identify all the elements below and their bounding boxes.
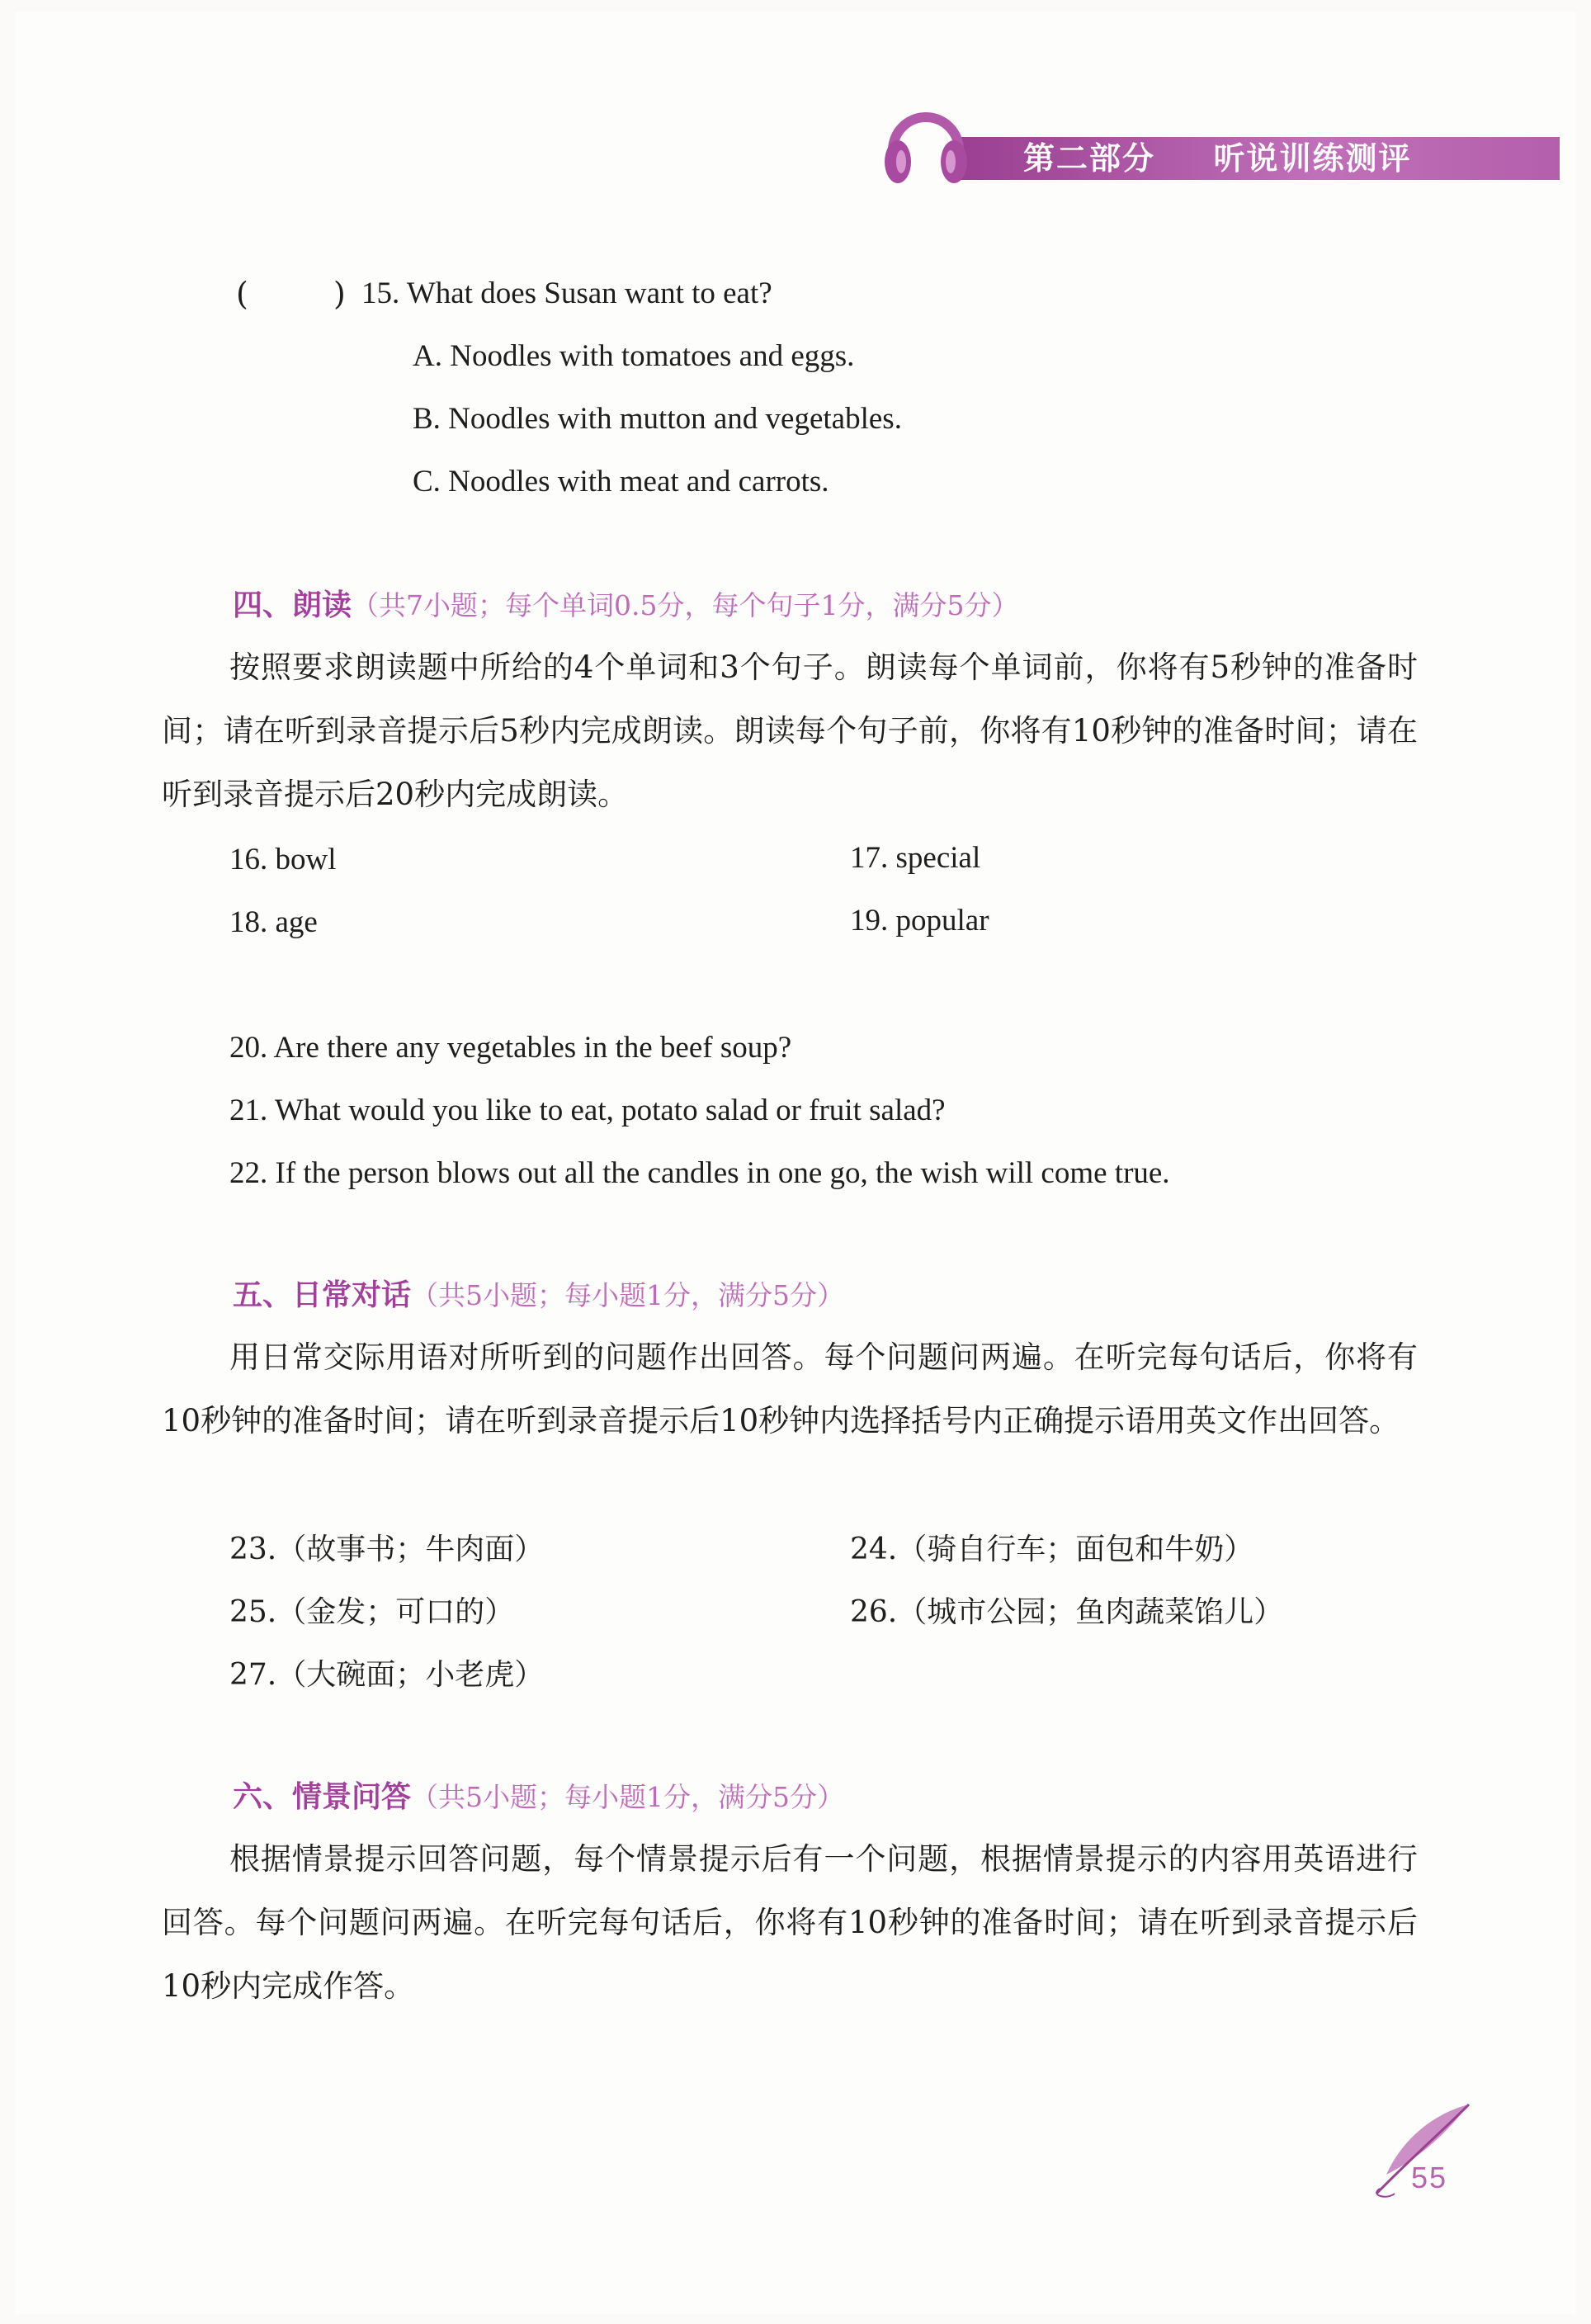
section6-instruction: 根据情景提示回答问题，每个情景提示后有一个问题，根据情景提示的内容用英语进行回答。每个问题问两遍。在听完每句话后，你将有10秒钟的准备时间；请在听到录音提示后10秒内完成作答。 — [162, 1841, 1418, 2004]
header-title — [1023, 137, 1412, 180]
header-section: 第二部分 — [1023, 140, 1156, 177]
word-18: 18. age — [229, 905, 318, 939]
option-b: B. Noodles with mutton and vegetables. — [413, 402, 902, 436]
word-19: 19. popular — [850, 904, 989, 938]
item-26: 26.（城市公园；鱼肉蔬菜馅儿） — [850, 1595, 1284, 1629]
answer-paren-close: ) — [333, 276, 346, 312]
sentence-22: 22. If the person blows out all the candles in one go, the wish will come true. — [229, 1156, 1170, 1190]
item-25: 25.（金发；可口的） — [229, 1595, 515, 1629]
section5-heading — [233, 1278, 844, 1314]
option-a: A. Noodles with tomatoes and eggs. — [413, 339, 855, 373]
word-16: 16. bowl — [229, 843, 337, 876]
question-15: 15. What does Susan want to eat? — [361, 276, 772, 310]
item-27: 27.（大碗面；小老虎） — [229, 1658, 545, 1692]
word-17: 17. special — [850, 841, 981, 875]
section4-instruction: 按照要求朗读题中所给的4个单词和3个句子。朗读每个单词前，你将有5秒钟的准备时间；请在听到录音提示后5秒内完成朗读。朗读每个句子前，你将有10秒钟的准备时间；请在听到录音提示后20秒内完成朗读。 — [162, 649, 1418, 812]
headphones-icon — [876, 92, 975, 191]
section4-heading — [233, 588, 1018, 624]
section5-instruction: 用日常交际用语对所听到的问题作出回答。每个问题问两遍。在听完每句话后，你将有10秒钟的准备时间；请在听到录音提示后10秒钟内选择括号内正确提示语用英文作出回答。 — [162, 1339, 1418, 1438]
section4-title: 四、朗读 — [233, 588, 352, 622]
page-number: 55 — [1411, 2161, 1448, 2194]
section5-title: 五、日常对话 — [233, 1278, 412, 1312]
header-subtitle: 听说训练测评 — [1213, 140, 1412, 177]
sentence-20: 20. Are there any vegetables in the beef soup? — [229, 1031, 792, 1065]
answer-paren-open: ( — [236, 276, 248, 312]
section6-title: 六、情景问答 — [233, 1780, 412, 1814]
section6-note: （共5小题；每小题1分，满分5分） — [411, 1781, 845, 1813]
sentence-21: 21. What would you like to eat, potato salad or fruit salad? — [229, 1094, 946, 1127]
section6-heading — [233, 1779, 844, 1816]
section4-note: （共7小题；每个单词0.5分，每个句子1分，满分5分） — [352, 589, 1019, 621]
item-24: 24.（骑自行车；面包和牛奶） — [850, 1533, 1254, 1566]
item-23: 23.（故事书；牛肉面） — [229, 1533, 545, 1566]
section5-note: （共5小题；每小题1分，满分5分） — [411, 1279, 845, 1311]
option-c: C. Noodles with meat and carrots. — [413, 465, 829, 498]
